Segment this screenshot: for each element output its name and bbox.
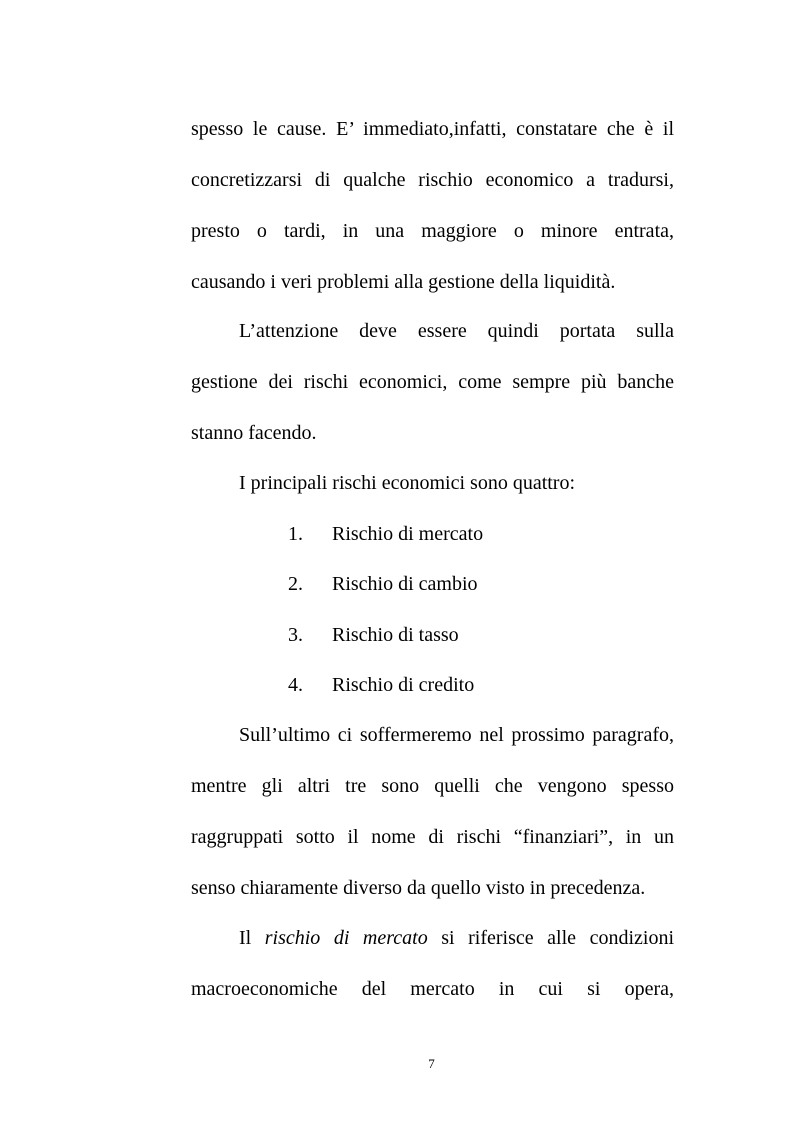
paragraph-1-line-1: spesso le cause. E’ immediato,infatti, constatare che è il: [191, 118, 674, 140]
list-item-number: 1.: [288, 523, 303, 545]
paragraph-2-line-1: L’attenzione deve essere quindi portata sulla: [239, 320, 674, 342]
list-item: [288, 610, 459, 661]
list-item-text: Rischio di credito: [332, 674, 475, 696]
paragraph-1-line-2: concretizzarsi di qualche rischio economico a tradursi,: [191, 169, 674, 191]
list-item-number: 3.: [288, 624, 303, 646]
term-rischio-di-mercato: rischio di mercato: [264, 927, 428, 949]
list-item: [288, 660, 474, 711]
paragraph-3: [191, 458, 674, 509]
paragraph-3-line-1: I principali rischi economici sono quattro:: [239, 472, 576, 494]
paragraph-1-line-4: causando i veri problemi alla gestione della liquidità.: [191, 271, 616, 293]
paragraph-4-line-4: senso chiaramente diverso da quello visto in precedenza.: [191, 877, 646, 899]
list-item: [288, 509, 483, 560]
paragraph-2-line-2: gestione dei rischi economici, come sempre più banche: [191, 371, 674, 393]
paragraph-1: [191, 104, 674, 308]
paragraph-1-line-3: presto o tardi, in una maggiore o minore entrata,: [191, 220, 674, 242]
paragraph-5-line-1: [191, 913, 674, 964]
paragraph-4-line-1: Sull’ultimo ci soffermeremo nel prossimo paragrafo,: [239, 724, 674, 746]
list-item-number: 4.: [288, 674, 303, 696]
list-item: [288, 559, 478, 610]
paragraph-5-line-1-start: Il: [239, 927, 252, 949]
list-item-number: 2.: [288, 573, 303, 595]
paragraph-4-line-3: raggruppati sotto il nome di rischi “finanziari”, in un: [191, 826, 674, 848]
paragraph-5: [191, 913, 674, 1015]
paragraph-2-line-3: stanno facendo.: [191, 422, 317, 444]
paragraph-2: [191, 306, 674, 459]
paragraph-4: [191, 710, 674, 914]
paragraph-5-line-2: macroeconomiche del mercato in cui si opera,: [191, 978, 674, 1000]
page-number: 7: [428, 1056, 435, 1071]
paragraph-4-line-2: mentre gli altri tre sono quelli che vengono spesso: [191, 775, 674, 797]
list-item-text: Rischio di tasso: [332, 624, 459, 646]
paragraph-5-line-1-end: si riferisce alle condizioni: [441, 927, 674, 949]
list-item-text: Rischio di cambio: [332, 573, 478, 595]
list-item-text: Rischio di mercato: [332, 523, 484, 545]
